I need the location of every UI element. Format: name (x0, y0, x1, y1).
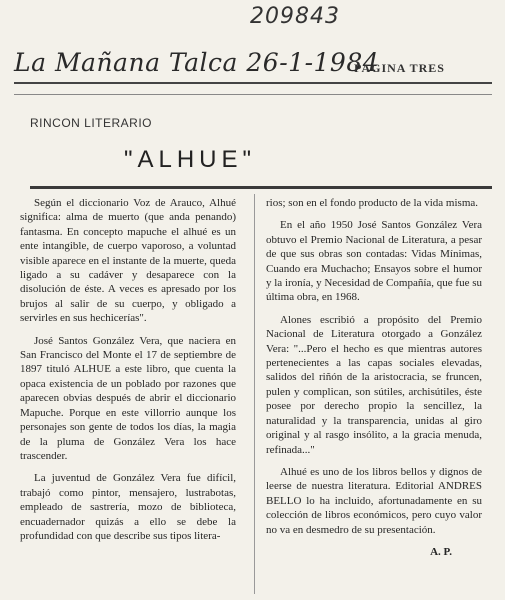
author-signature: A. P. (430, 545, 452, 558)
page-label: PAGINA TRES (354, 61, 445, 75)
right-column (266, 196, 482, 559)
right-paragraph-2: Alones escribió a propósito del Premio Nacional de Literatura otorgado a González Vera: "...Pero el hecho es que mientras autores pertenecientes a las capas sociales elevadas, salidos del riñón de la aristocracia, se fruncen, pulen y complican, son sútiles, archisútiles, éste posee por derecho propio la sencillez, la naturalidad y la transparencia, unidas al giro original y al rasgo insólito, a la gracia menuda, refinada..." (266, 313, 482, 456)
title-rule (30, 186, 492, 189)
left-paragraph-2: José Santos González Vera, que naciera en San Francisco del Monte el 17 de septiembre de 1897 tituló ALHUE a este libro, que cuenta la opaca existencia de un poblado por razones que aparecen obvias después de abrir el diccionario Mapuche. Porque en este villorrio aunque los personajes son gente de todos los días, la magia de la pluma de González Vera los hace trascender. (20, 334, 236, 462)
right-paragraph-1: En el año 1950 José Santos González Vera obtuvo el Premio Nacional de Literatura, a pesar de que sus obras son contadas: Vidas Mínimas, Cuando era Muchacho; Ensayos sobre el humor y la ironía, y Necesidad de Compañía, que fue su última obra, en 1968. (266, 219, 482, 304)
column-divider (254, 194, 255, 594)
newspaper-masthead: La Mañana Talca 26-1-1984 (14, 48, 380, 77)
left-paragraph-1: Según el diccionario Voz de Arauco, Alhué significa: alma de muerto (que anda penando) fantasma. En concepto mapuche el alhué es un ente intangible, de cuerpo vaporoso, a voluntad visible aparece en el instante de la muerte, queda ligado a su cadáver y desaparece con la disolución de éste. A veces es apresado por los brujos al salir de su cuerpo, y obligado a servirles en sus hechicerías". (20, 197, 236, 325)
left-paragraph-3: La juventud de González Vera fue difícil, trabajó como pintor, mensajero, lustrabotas, empleado de sastrería, mozo de biblioteca, encuadernador quizás a ello se debe la profundidad con que describe sus tipos litera- (20, 472, 236, 542)
right-paragraph-3: Alhué es uno de los libros bellos y dignos de leerse de nuestra literatura. Editorial ANDRES BELLO lo ha incluido, afortunadamente en su colección de libros económicos, pero cuyo valor no va en desmedro de su presentación. (266, 465, 482, 536)
article-title: "ALHUE" (123, 146, 257, 173)
archive-number: 209843 (250, 4, 340, 29)
thin-rule (14, 94, 492, 95)
right-continuation: rios; son en el fondo producto de la vida misma. (266, 197, 479, 209)
left-column (20, 196, 236, 551)
section-label: RINCON LITERARIO (30, 116, 153, 130)
top-rule (14, 82, 492, 84)
